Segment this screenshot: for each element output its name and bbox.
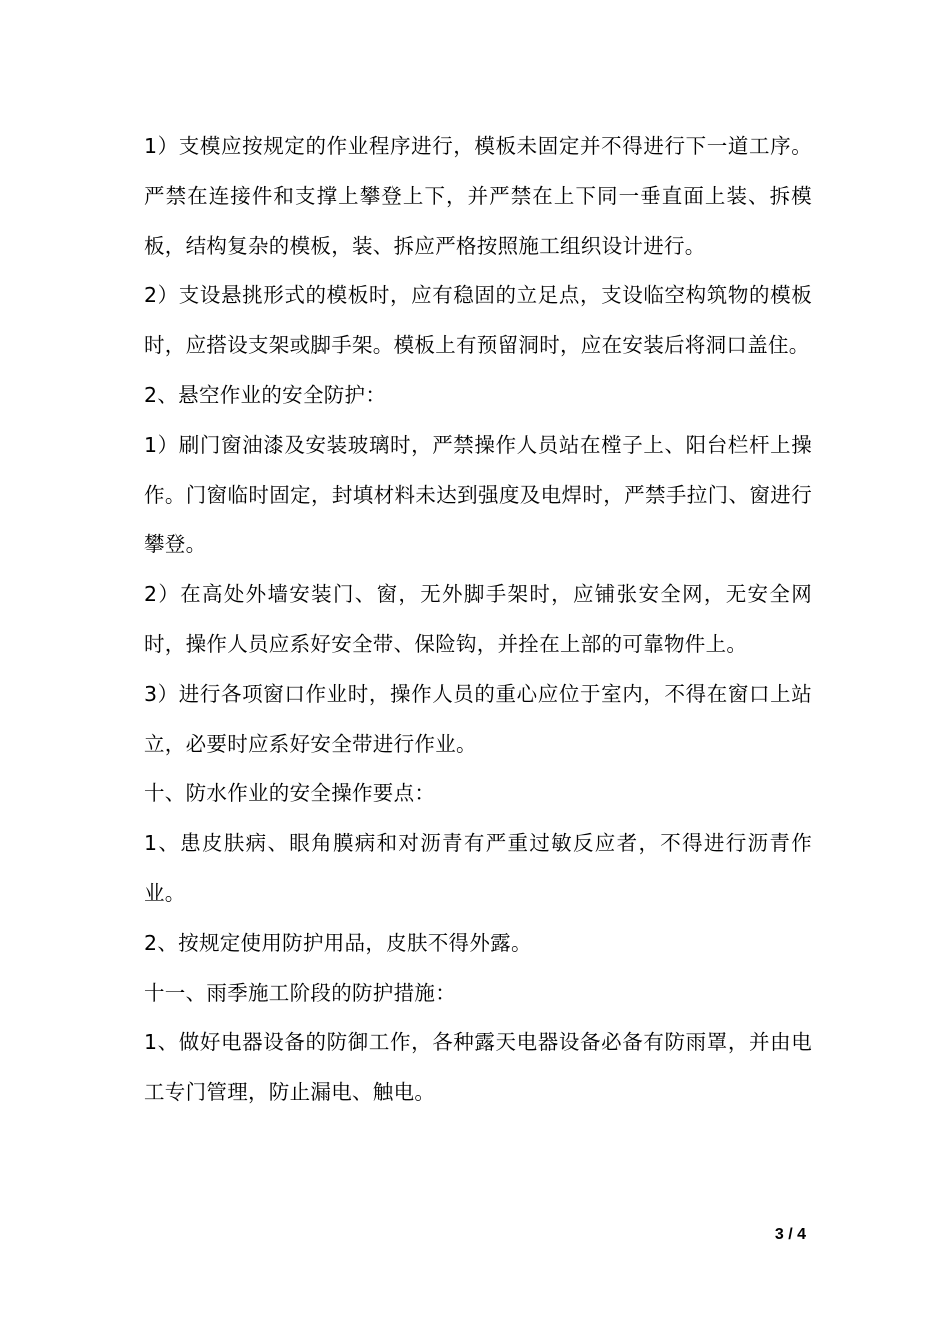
heading-suspended-work-protection: 2、悬空作业的安全防护： bbox=[144, 382, 387, 407]
paragraph-cantilever-formwork: 2）支设悬挑形式的模板时，应有稳固的立足点，支设临空构筑物的模板时，应搭设支架或脚手架。模板上有预留洞时，应在安装后将洞口盖住。 bbox=[144, 283, 812, 358]
paragraph-window-work: 3）进行各项窗口作业时，操作人员的重心应位于室内，不得在窗口上站立，必要时应系好安全带进行作业。 bbox=[144, 681, 812, 756]
paragraph-exterior-wall-installation: 2）在高处外墙安装门、窗，无外脚手架时，应铺张安全网，无安全网时，操作人员应系好安全带、保险钩，并拴在上部的可靠物件上。 bbox=[144, 582, 812, 656]
document-body bbox=[144, 122, 812, 1118]
paragraph-electrical-rain-protection: 1、做好电器设备的防御工作，各种露天电器设备必备有防雨罩，并由电工专门管理，防止漏电、触电。 bbox=[144, 1030, 812, 1105]
paragraph-formwork-procedure: 1）支模应按规定的作业程序进行，模板未固定并不得进行下一道工序。严禁在连接件和支撑上攀登上下，并严禁在上下同一垂直面上装、拆模板，结构复杂的模板，装、拆应严格按照施工组织设计进行。 bbox=[144, 134, 812, 258]
paragraph-protective-gear: 2、按规定使用防护用品，皮肤不得外露。 bbox=[144, 930, 532, 955]
heading-waterproofing-safety: 十、防水作业的安全操作要点： bbox=[144, 781, 436, 806]
paragraph-asphalt-allergy: 1、患皮肤病、眼角膜病和对沥青有严重过敏反应者，不得进行沥青作业。 bbox=[144, 831, 812, 905]
paragraph-window-painting: 1）刷门窗油漆及安装玻璃时，严禁操作人员站在樘子上、阳台栏杆上操作。门窗临时固定，封填材料未达到强度及电焊时，严禁手拉门、窗进行攀登。 bbox=[144, 432, 812, 557]
page-number: 3 / 4 bbox=[774, 1226, 806, 1243]
heading-rainy-season-measures: 十一、雨季施工阶段的防护措施： bbox=[144, 980, 456, 1005]
